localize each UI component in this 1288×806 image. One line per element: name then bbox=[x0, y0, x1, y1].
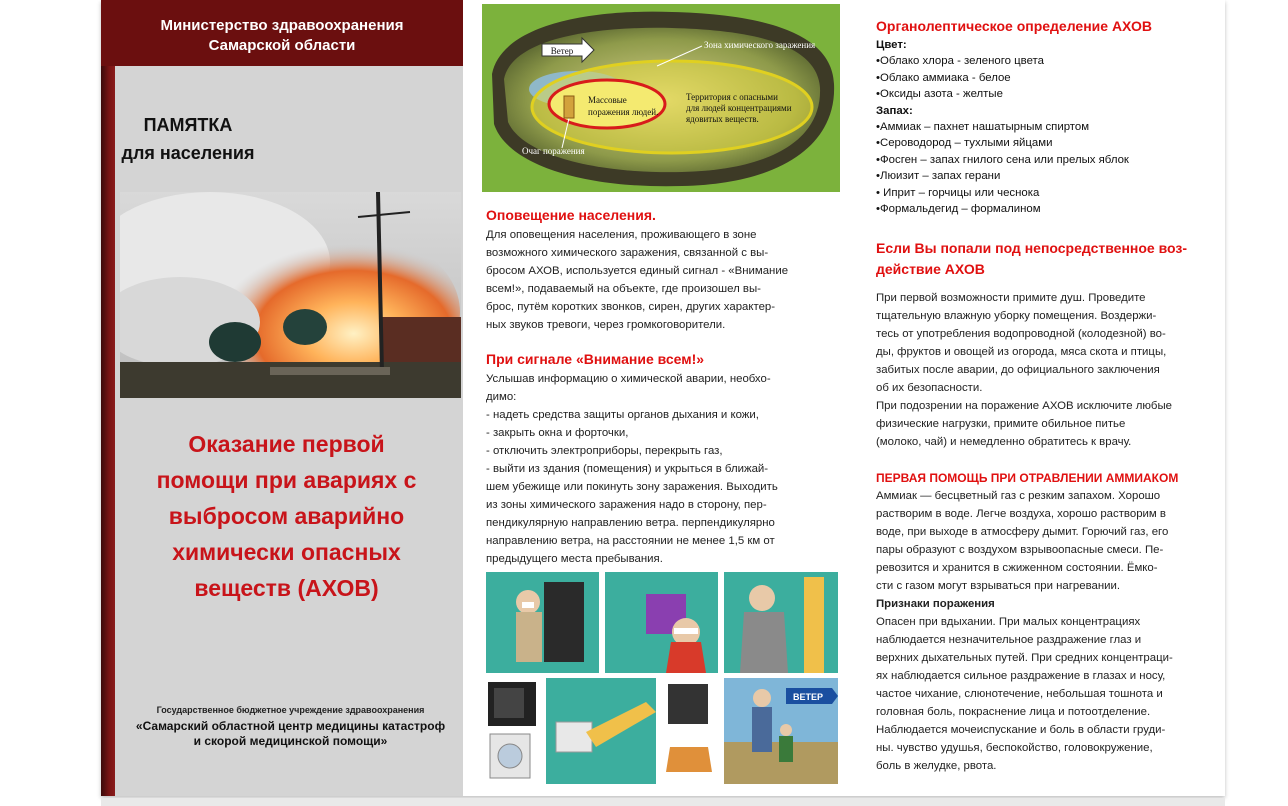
signs-line: Опасен при вдыхании. При малых концентрациях bbox=[876, 616, 1141, 628]
heading-line: выбросом аварийно bbox=[168, 503, 405, 529]
signs-line: головная боль, покраснение лица и потоотделение. bbox=[876, 706, 1151, 718]
signs-line: наблюдается незначительное раздражение глаз и bbox=[876, 634, 1142, 646]
alert-text bbox=[486, 226, 811, 334]
ammonia-line: пары образуют с воздухом взрывоопасные смеси. Пе- bbox=[876, 544, 1164, 556]
diagram-territory-line-1: Территория с опасными bbox=[686, 92, 778, 102]
ammonia-line: ревозится и хранится в сжиженном состоянии. Ёмко- bbox=[876, 562, 1158, 574]
ammonia-line: сти с газом могут взрываться при нагревании. bbox=[876, 580, 1121, 592]
exposure-line: физические нагрузки, примите обильное питье bbox=[876, 418, 1126, 430]
smell-item bbox=[876, 135, 1197, 151]
smell-item bbox=[876, 152, 1197, 168]
color-item-text: Облако аммиака - белое bbox=[880, 71, 1011, 84]
diagram-territory-line-3: ядовитых веществ. bbox=[686, 114, 759, 124]
contamination-zone-diagram bbox=[482, 4, 840, 192]
exposure-text bbox=[876, 289, 1197, 451]
color-label: Цвет: bbox=[876, 39, 907, 51]
org-type: Государственное бюджетное учреждение здравоохранения bbox=[156, 705, 425, 715]
signal-line: - отключить электроприборы, перекрыть газ, bbox=[486, 445, 723, 457]
cover-red-edge bbox=[101, 66, 115, 796]
smell-item-text: Сероводород – тухлыми яйцами bbox=[880, 137, 1053, 150]
ammonia-text bbox=[876, 487, 1197, 775]
heading-line: химически опасных bbox=[172, 539, 401, 565]
exposure-line: ды, фруктов и овощей из огорода, мяса скота и птицы, bbox=[876, 346, 1167, 358]
wind-sign-label: ВЕТЕР bbox=[792, 692, 824, 702]
exposure-title-line: Если Вы попали под непосредственное воз- bbox=[876, 240, 1188, 256]
exposure-line: забитых после аварии, до официального заключения bbox=[876, 364, 1160, 376]
pictogram-unplug-devices bbox=[486, 678, 718, 784]
smell-item bbox=[876, 168, 1197, 184]
exposure-title-line: действие АХОВ bbox=[876, 261, 985, 277]
pictogram-evacuate-wind bbox=[724, 678, 838, 784]
diagram-massive-line-2: поражения людей. bbox=[588, 107, 659, 117]
signal-line: шем убежище или покинуть зону заражения. Выходить bbox=[486, 481, 778, 493]
ammonia-line: воде, при выходе в атмосферу дымит. Горючий газ, его bbox=[876, 526, 1169, 538]
ministry-line-2: Самарской области bbox=[208, 37, 356, 54]
page-bottom-strip bbox=[101, 798, 1225, 806]
alert-line: бросом АХОВ, используется единый сигнал - «Внимание bbox=[486, 265, 789, 277]
smell-item-text: Аммиак – пахнет нашатырным спиртом bbox=[880, 121, 1090, 134]
signal-line: Услышав информацию о химической аварии, необхо- bbox=[486, 373, 771, 385]
color-item bbox=[876, 53, 1197, 69]
memo-title: ПАМЯТКА bbox=[143, 115, 233, 135]
org-name bbox=[120, 719, 461, 749]
signal-line: из зоны химического заражения надо в сторону, пер- bbox=[486, 499, 767, 511]
exposure-title bbox=[876, 238, 1197, 280]
color-item-text: Оксиды азота - желтые bbox=[880, 88, 1003, 101]
diagram-focus-label: Очаг поражения bbox=[522, 146, 585, 156]
color-item-text: Облако хлора - зеленого цвета bbox=[880, 55, 1044, 68]
alert-line: Для оповещения населения, проживающего в зоне bbox=[486, 229, 757, 241]
signs-label: Признаки поражения bbox=[876, 598, 995, 610]
heading-line: помощи при авариях с bbox=[156, 467, 417, 493]
smell-item-text: Фосген – запах гнилого сена или прелых яблок bbox=[880, 153, 1129, 166]
pictogram-leave-building bbox=[724, 572, 838, 673]
color-item bbox=[876, 70, 1197, 86]
diagram-zone-label: Зона химического заражения bbox=[704, 40, 816, 50]
smell-item bbox=[876, 119, 1197, 135]
signal-line: предыдущего места пребывания. bbox=[486, 553, 663, 565]
ammonia-line: Аммиак — бесцветный газ с резким запахом. Хорошо bbox=[876, 490, 1161, 502]
org-name-line-1: «Самарский областной центр медицины катастроф bbox=[135, 719, 446, 733]
smell-item-text: Иприт – горчицы или чеснока bbox=[880, 186, 1040, 199]
heading-line: веществ (АХОВ) bbox=[194, 575, 379, 601]
exposure-line: При подозрении на поражение АХОВ исключите любые bbox=[876, 400, 1172, 412]
signs-line: ях наблюдается сильное раздражение в глазах и носу, bbox=[876, 670, 1166, 682]
signal-line: - надеть средства защиты органов дыхания и кожи, bbox=[486, 409, 759, 421]
signs-line: боль в желудке, рвота. bbox=[876, 760, 997, 772]
exposure-line: При первой возможности примите душ. Проведите bbox=[876, 292, 1146, 304]
ammonia-title: ПЕРВАЯ ПОМОЩЬ ПРИ ОТРАВЛЕНИИ АММИАКОМ bbox=[876, 471, 1179, 485]
ammonia-line: растворим в воде. Легче воздуха, хорошо растворим в bbox=[876, 508, 1166, 520]
signs-line: Наблюдается мочеиспускание и боль в области груди- bbox=[876, 724, 1166, 736]
organoleptic-title: Органолептическое определение АХОВ bbox=[876, 18, 1153, 34]
alert-title: Оповещение населения. bbox=[486, 207, 656, 223]
diagram-massive-line-1: Массовые bbox=[588, 95, 627, 105]
signs-line: частое чихание, слюнотечение, небольшая тошнота и bbox=[876, 688, 1163, 700]
main-heading bbox=[120, 426, 453, 606]
smell-item-text: Люизит – запах герани bbox=[880, 170, 1001, 183]
signal-line: - закрыть окна и форточки, bbox=[486, 427, 629, 439]
exposure-line: об их безопасности. bbox=[876, 382, 983, 394]
diagram-territory-line-2: для людей концентрациями bbox=[686, 103, 792, 113]
smell-item bbox=[876, 185, 1197, 201]
alert-line: брос, путём коротких звонков, сирен, других характер- bbox=[486, 301, 776, 313]
pictogram-close-window bbox=[605, 572, 718, 673]
signal-line: - выйти из здания (помещения) и укрыться в ближай- bbox=[486, 463, 769, 475]
signal-line: направлению ветра, на расстоянии не менее 1,5 км от bbox=[486, 535, 775, 547]
alert-line: возможного химического заражения, связанной с вы- bbox=[486, 247, 769, 259]
pictogram-gas-mask bbox=[486, 572, 599, 673]
exposure-line: (молоко, чай) и немедленно обратитесь к врачу. bbox=[876, 436, 1132, 448]
signal-line: пендикулярную направлению ветра. перпендикулярно bbox=[486, 517, 775, 529]
instruction-pictograms bbox=[486, 572, 838, 784]
organoleptic-list bbox=[876, 37, 1197, 217]
smell-item bbox=[876, 201, 1197, 217]
smell-item-text: Формальдегид – формалином bbox=[880, 203, 1041, 216]
alert-line: всем!», подаваемый на объекте, где произошел вы- bbox=[486, 283, 761, 295]
ministry-header bbox=[101, 0, 463, 66]
color-item bbox=[876, 86, 1197, 102]
signal-text bbox=[486, 370, 809, 568]
signal-title: При сигнале «Внимание всем!» bbox=[486, 351, 705, 367]
accident-photo bbox=[120, 192, 461, 398]
alert-line: ных звуков тревоги, через громкоговорители. bbox=[486, 319, 726, 331]
signs-line: ны. чувство удушья, беспокойство, головокружение, bbox=[876, 742, 1153, 754]
signs-line: верхних дыхательных путей. При средних концентраци- bbox=[876, 652, 1173, 664]
exposure-line: тесь от употребления водопроводной (колодезной) во- bbox=[876, 328, 1166, 340]
heading-line: Оказание первой bbox=[188, 431, 385, 457]
exposure-line: тщательную влажную уборку помещения. Воздержи- bbox=[876, 310, 1157, 322]
memo-subtitle: для населения bbox=[121, 143, 255, 163]
smell-label: Запах: bbox=[876, 104, 913, 117]
org-name-line-2: и скорой медицинской помощи» bbox=[193, 734, 388, 748]
diagram-wind-label: Ветер bbox=[550, 46, 574, 56]
signal-line: димо: bbox=[486, 391, 517, 403]
ministry-line-1: Министерство здравоохранения bbox=[160, 17, 404, 34]
